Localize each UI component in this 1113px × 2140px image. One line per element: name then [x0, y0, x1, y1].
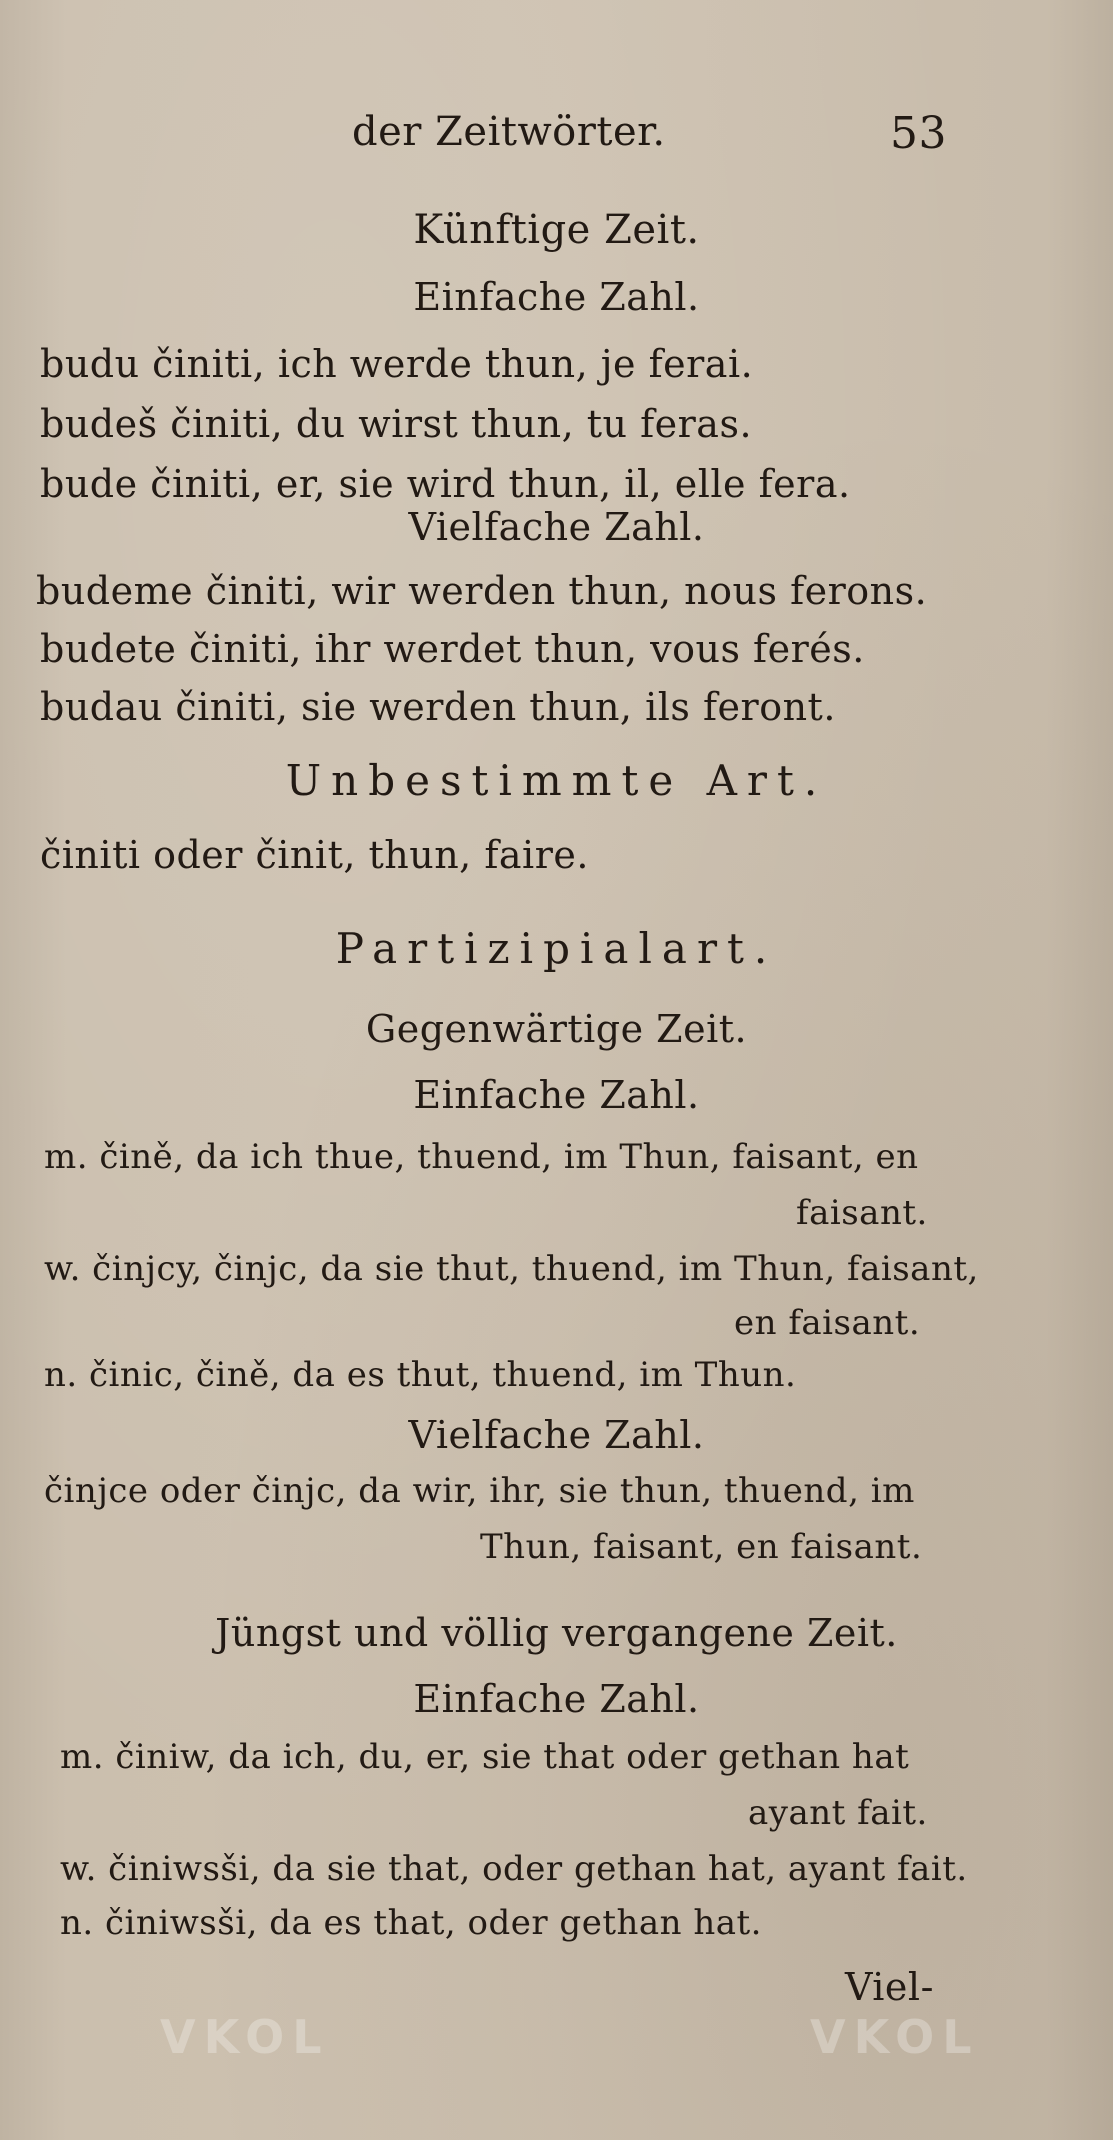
catchword: Viel-	[845, 1965, 934, 2009]
running-head: der Zeitwörter.	[352, 109, 666, 155]
subheading-present-singular: Einfache Zahl.	[413, 1073, 700, 1117]
text-line: budu činiti, ich werde thun, je ferai.	[40, 342, 754, 386]
section-heading-infinitive: Unbestimmte Art.	[285, 756, 828, 805]
page-number: 53	[890, 108, 947, 159]
text-line: Thun, faisant, en faisant.	[480, 1527, 923, 1567]
text-line: činiti oder činit, thun, faire.	[40, 833, 589, 877]
text-line: ayant fait.	[748, 1793, 928, 1833]
text-line: budeš činiti, du wirst thun, tu feras.	[40, 402, 753, 446]
text-line: činjce oder činjc, da wir, ihr, sie thun, thuend, im	[44, 1471, 915, 1511]
text-line: budeme činiti, wir werden thun, nous ferons.	[36, 569, 928, 613]
text-line: n. činic, čině, da es thut, thuend, im Thun.	[44, 1355, 797, 1395]
watermark: VKOL	[810, 2010, 980, 2064]
subheading-present: Gegenwärtige Zeit.	[365, 1007, 748, 1051]
text-line: m. činiw, da ich, du, er, sie that oder gethan hat	[60, 1737, 910, 1777]
text-line: faisant.	[796, 1193, 928, 1233]
subheading-past: Jüngst und völlig vergangene Zeit.	[215, 1611, 898, 1655]
text-line: w. činiwsši, da sie that, oder gethan hat, ayant fait.	[60, 1849, 968, 1889]
text-line: budete činiti, ihr werdet thun, vous ferés.	[40, 627, 865, 671]
text-line: m. čině, da ich thue, thuend, im Thun, faisant, en	[44, 1137, 919, 1177]
subheading-present-plural: Vielfache Zahl.	[408, 1413, 705, 1457]
text-line: w. činjcy, činjc, da sie thut, thuend, im Thun, faisant,	[44, 1249, 979, 1289]
text-line: bude činiti, er, sie wird thun, il, elle fera.	[40, 462, 851, 506]
section-heading-future: Künftige Zeit.	[413, 207, 700, 253]
text-line: en faisant.	[734, 1303, 921, 1343]
text-line: budau činiti, sie werden thun, ils feront.	[40, 685, 836, 729]
subheading-past-singular: Einfache Zahl.	[413, 1677, 700, 1721]
subheading-future-singular: Einfache Zahl.	[413, 275, 700, 319]
section-heading-participle: Partizipialart.	[335, 924, 778, 973]
text-line: n. činiwsši, da es that, oder gethan hat.	[60, 1903, 762, 1943]
watermark: VKOL	[160, 2010, 330, 2064]
subheading-future-plural: Vielfache Zahl.	[408, 505, 705, 549]
